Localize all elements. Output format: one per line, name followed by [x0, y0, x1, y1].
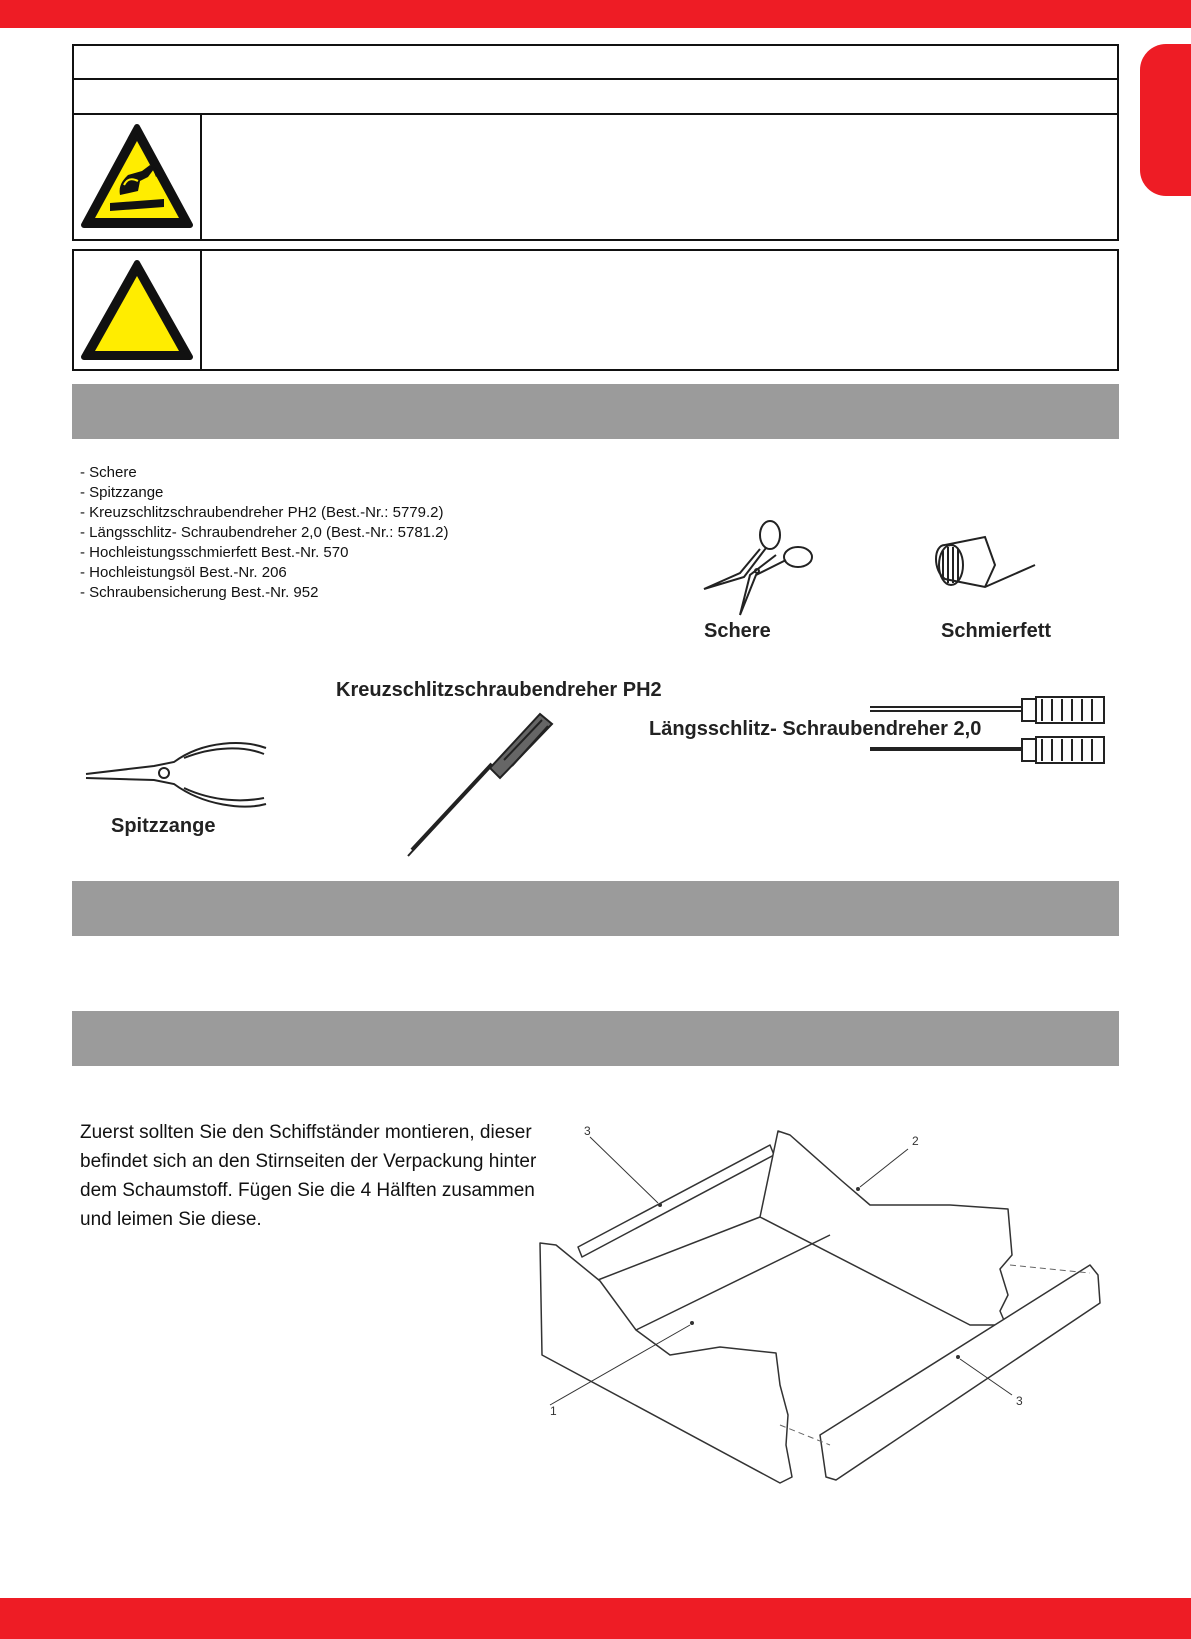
ship-stand-drawing	[530, 1125, 1110, 1490]
part-label-1: 1	[550, 1404, 557, 1418]
tools-list	[80, 463, 449, 603]
section-band-tools	[72, 384, 1119, 439]
list-item: - Hochleistungsschmierfett Best.-Nr. 570	[80, 544, 349, 561]
general-warning-icon	[80, 257, 194, 365]
label-schere: Schere	[704, 620, 771, 642]
list-item: - Hochleistungsöl Best.-Nr. 206	[80, 564, 287, 581]
list-item: - Schere	[80, 464, 137, 481]
scissors-icon	[700, 515, 830, 620]
section-band-middle	[72, 881, 1119, 936]
list-item: - Kreuzschlitzschraubendreher PH2 (Best.-Nr.: 5779.2)	[80, 504, 444, 521]
bottom-red-bar	[0, 1598, 1191, 1639]
general-warning-row	[72, 249, 1119, 371]
part-label-2: 2	[912, 1134, 919, 1148]
top-red-bar	[0, 0, 1191, 28]
part-label-3-back: 3	[584, 1124, 591, 1138]
label-laengsschlitz: Längsschlitz- Schraubendreher 2,0	[649, 718, 982, 740]
assembly-paragraph: Zuerst sollten Sie den Schiffständer montieren, dieser befindet sich an den Stirnseiten der Verpackung hinter dem Schaumstoff. Fügen Sie die 4 Hälften zusammen und leimen Sie diese.	[80, 1122, 537, 1230]
label-spitzzange: Spitzzange	[111, 815, 216, 837]
label-kreuzschlitz: Kreuzschlitzschraubendreher PH2	[336, 679, 662, 701]
needle-nose-pliers-icon	[84, 740, 274, 812]
phillips-screwdriver-icon	[400, 710, 560, 860]
hot-surface-warning-row	[72, 113, 1119, 241]
part-label-3-front: 3	[1016, 1394, 1023, 1408]
list-item: - Schraubensicherung Best.-Nr. 952	[80, 584, 319, 601]
warning-subheader-row	[72, 78, 1119, 115]
list-item: - Längsschlitz- Schraubendreher 2,0 (Best.-Nr.: 5781.2)	[80, 524, 449, 541]
side-red-tab	[1140, 44, 1191, 196]
section-band-assembly	[72, 1011, 1119, 1066]
warning-header-row	[72, 44, 1119, 80]
label-schmierfett: Schmierfett	[941, 620, 1052, 642]
flat-screwdriver-icon	[870, 695, 1106, 767]
hot-surface-warning-icon	[80, 121, 194, 233]
grease-tube-icon	[915, 525, 1040, 605]
list-item: - Spitzzange	[80, 484, 164, 501]
